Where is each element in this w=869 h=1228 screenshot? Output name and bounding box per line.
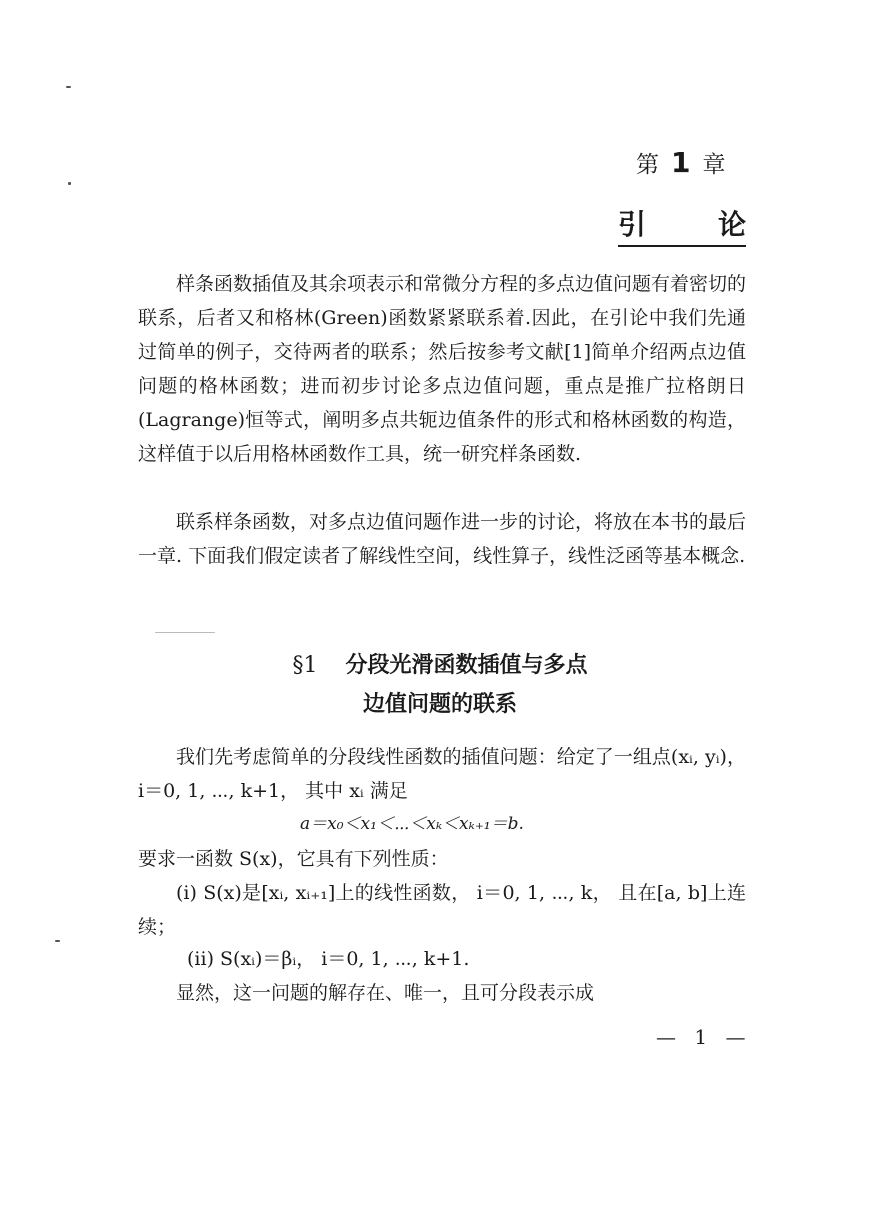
section-heading-line-1 xyxy=(200,646,680,685)
section-heading xyxy=(200,646,680,723)
property-item-1: (i) S(x)是[xᵢ, xᵢ₊₁]上的线性函数， i＝0, 1, ⋯, k， 且在[a, b]上连续； xyxy=(138,882,746,938)
chapter-title-left: 引 xyxy=(618,208,647,241)
section-title-line-1: 分段光滑函数插值与多点 xyxy=(345,652,588,678)
section-paragraph-2: 要求一函数 S(x)，它具有下列性质： xyxy=(138,848,449,870)
page-number: — 1 — xyxy=(656,1025,752,1049)
intro-paragraph-1: 样条函数插值及其余项表示和常微分方程的多点边值问题有着密切的联系，后者又和格林(Green)函数紧紧联系着.因此，在引论中我们先通过简单的例子，交待两者的联系；然后按参考文献[1]简单介绍两点边值问题的格林函数；进而初步讨论多点边值问题，重点是推广拉格朗日(Lagrange)恒等式，阐明多点共轭边值条件的形式和格林函数的构造，这样值于以后用格林函数作工具，统一研究样条函数. xyxy=(138,273,747,465)
chapter-number: 1 xyxy=(671,146,693,179)
section-symbol: §1 xyxy=(292,653,318,678)
scan-speck xyxy=(66,86,71,88)
chapter-heading xyxy=(636,146,727,179)
section-paragraph-3: 显然，这一问题的解存在、唯一，且可分段表示成 xyxy=(176,982,595,1004)
chapter-title xyxy=(618,203,746,247)
section-paragraph-1: 我们先考虑简单的分段线性函数的插值问题：给定了一组点(xᵢ, yᵢ)， i＝0, 1, ⋯, k+1， 其中 xᵢ 满足 xyxy=(138,746,746,802)
chapter-suffix: 章 xyxy=(702,152,728,178)
scan-speck xyxy=(68,182,71,185)
chapter-prefix: 第 xyxy=(636,152,661,178)
scan-speck xyxy=(55,940,60,942)
intro-paragraph-2: 联系样条函数，对多点边值问题作进一步的讨论，将放在本书的最后一章. 下面我们假定读者了解线性空间，线性算子，线性泛函等基本概念. xyxy=(138,511,747,567)
scan-speck xyxy=(155,632,215,633)
section-title-line-2: 边值问题的联系 xyxy=(362,691,517,717)
ordering-formula: a＝x₀＜x₁＜⋯＜xₖ＜xₖ₊₁＝b. xyxy=(300,814,524,834)
property-item-2: (ii) S(xᵢ)＝βᵢ， i＝0, 1, ⋯, k+1. xyxy=(187,948,470,970)
chapter-title-right: 论 xyxy=(717,208,746,241)
